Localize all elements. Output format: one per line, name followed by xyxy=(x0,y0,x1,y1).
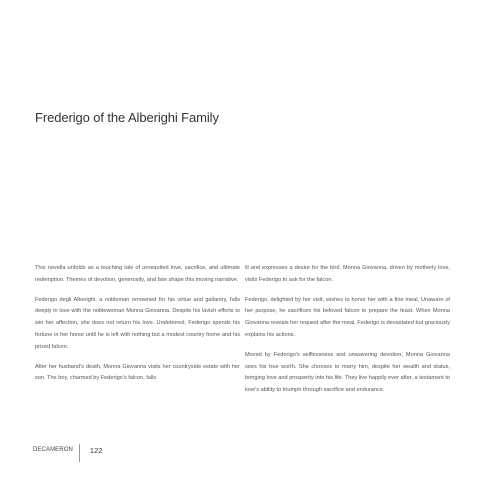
running-footer-title: DECAMERON xyxy=(33,447,73,453)
footer-divider xyxy=(79,444,80,462)
paragraph: Federigo, delighted by her visit, wishes to honor her with a fine meal. Unaware of her purpose, he sacrifices his beloved falcon to prepare the feast. When Monna Giovanna reveals her request after the meal, Federigo is devastated but graciously explains his actions. xyxy=(245,296,450,338)
page-title: Frederigo of the Alberighi Family xyxy=(35,110,219,125)
paragraph: Moved by Federigo's selflessness and unwavering devotion, Monna Giovanna sees his true worth. She chooses to marry him, despite her wealth and status, bringing love and prosperity into his life. They live happily ever after, a testament to love's ability to triumph through sacrifice and endurance. xyxy=(245,351,450,394)
page-number: 122 xyxy=(89,445,103,455)
page-footer xyxy=(33,443,102,457)
paragraph: This novella unfolds as a touching tale of unrequited love, sacrifice, and ultimate redemption. Themes of devotion, generosity, and fate shape this moving narrative. xyxy=(35,265,240,283)
right-text-column xyxy=(245,263,450,405)
paragraph: After her husband's death, Monna Giovanna visits her countryside estate with her son. The boy, charmed by Federigo's falcon, falls xyxy=(35,363,240,382)
paragraph: ill and expresses a desire for the bird. Monna Giovanna, driven by motherly love, visits Federigo to ask for the falcon. xyxy=(245,265,450,283)
paragraph: Federigo degli Alberighi, a nobleman renowned for his virtue and gallantry, falls deeply in love with the noblewoman Monna Giovanna. Despite his lavish efforts to win her affection, she does not return his love. Undeterred, Federigo spends his fortune in her honor until he is left with nothing but a modest country home and his prized falcon. xyxy=(35,296,240,350)
left-text-column xyxy=(35,263,240,393)
